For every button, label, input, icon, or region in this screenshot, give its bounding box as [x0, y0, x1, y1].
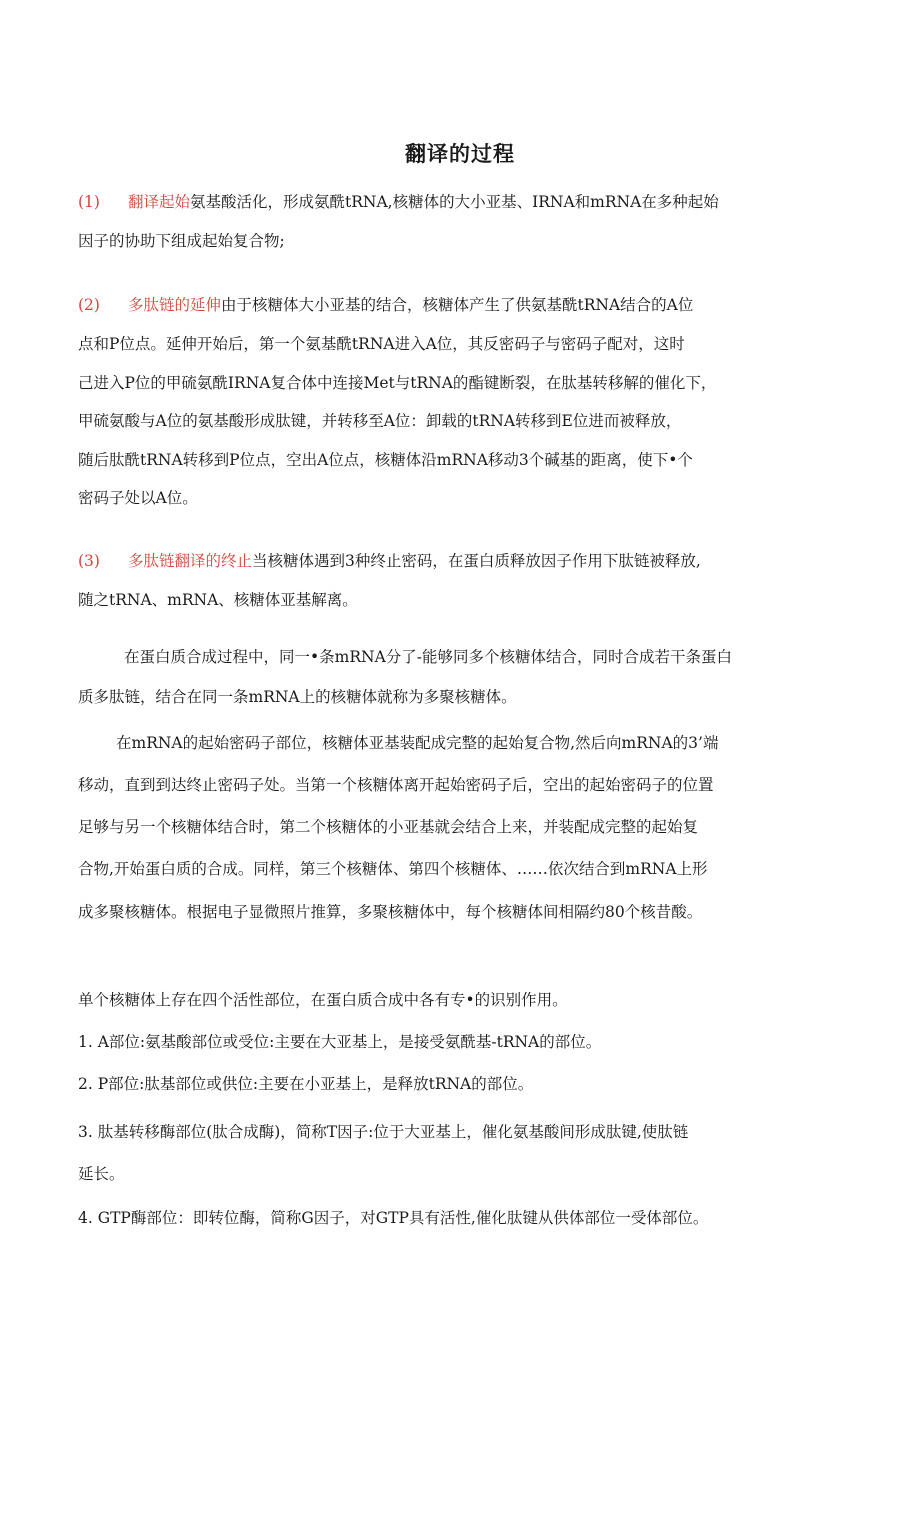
paragraph-2-line-4: 合物,开始蛋白质的合成。同样，第三个核糖体、第四个核糖体、……依次结合到mRNA上形 — [78, 860, 708, 878]
site-item-4: 4. GTP酶部位：即转位酶，简称G因子，对GTP具有活性,催化肽键从供体部位一受体部位。 — [78, 1209, 709, 1227]
step-2-line-3: 己进入P位的甲硫氨酰IRNA复合体中连接Met与tRNA的酯键断裂，在肽基转移解的催化下， — [78, 374, 717, 392]
site-item-3-continued: 延长。 — [78, 1165, 125, 1183]
paragraph-2-line-5: 成多聚核糖体。根据电子显微照片推算，多聚核糖体中，每个核糖体间相隔约80个核昔酸。 — [78, 903, 703, 921]
step-2-line-2: 点和P位点。延伸开始后，第一个氨基酰tRNA进入A位，其反密码子与密码子配对，这时 — [78, 335, 685, 353]
step-1-line-2: 因子的协助下组成起始复合物; — [78, 232, 285, 250]
sites-intro: 单个核糖体上存在四个活性部位，在蛋白质合成中各有专•的识别作用。 — [78, 991, 568, 1009]
paragraph-1-line-1: 在蛋白质合成过程中，同一•条mRNA分了-能够同多个核糖体结合，同时合成若干条蛋白 — [124, 648, 733, 666]
site-item-1: 1. A部位:氨基酸部位或受位:主要在大亚基上，是接受氨酰基-tRNA的部位。 — [78, 1033, 602, 1051]
step-2-line-6: 密码子处以A位。 — [78, 489, 198, 507]
step-3-text: 当核糖体遇到3种终止密码，在蛋白质释放因子作用下肽链被释放, — [252, 552, 701, 570]
step-2-line-1 — [78, 294, 693, 316]
paragraph-1-line-2: 质多肽链，结合在同一条mRNA上的核糖体就称为多聚核糖体。 — [78, 688, 517, 706]
step-3-line-2: 随之tRNA、mRNA、核糖体亚基解离。 — [78, 591, 358, 609]
step-2-line-5: 随后肽酰tRNA转移到P位点，空出A位点，核糖体沿mRNA移动3个碱基的距离，使下•个 — [78, 451, 693, 469]
page-title: 翻译的过程 — [405, 142, 515, 166]
step-3-line-1 — [78, 550, 701, 572]
site-item-2: 2. P部位:肽基部位或供位:主要在小亚基上，是释放tRNA的部位。 — [78, 1075, 534, 1093]
step-2-number: (2) — [78, 296, 100, 314]
step-1-text: 氨基酸活化，形成氨酰tRNA,核糖体的大小亚基、IRNA和mRNA在多种起始 — [190, 193, 719, 211]
step-2-heading: 多肽链的延伸 — [128, 296, 222, 314]
step-1-number: (1) — [78, 193, 100, 211]
paragraph-2-line-3: 足够与另一个核糖体结合时，第二个核糖体的小亚基就会结合上来，并装配成完整的起始复 — [78, 818, 699, 836]
step-3-number: (3) — [78, 552, 100, 570]
step-2-text: 由于核糖体大小亚基的结合，核糖体产生了供氨基酰tRNA结合的A位 — [221, 296, 694, 314]
step-3-heading: 多肽链翻译的终止 — [128, 552, 253, 570]
step-1-heading: 翻译起始 — [128, 193, 191, 211]
paragraph-2-line-1: 在mRNA的起始密码子部位，核糖体亚基装配成完整的起始复合物,然后向mRNA的3’端 — [116, 734, 719, 752]
site-item-3: 3. 肽基转移酶部位(肽合成酶)，简称T因子:位于大亚基上，催化氨基酸间形成肽键,使肽链 — [78, 1123, 689, 1141]
paragraph-2-line-2: 移动，直到到达终止密码子处。当第一个核糖体离开起始密码子后，空出的起始密码子的位置 — [78, 776, 714, 794]
step-1-line-1 — [78, 191, 719, 213]
step-2-line-4: 甲硫氨酸与A位的氨基酸形成肽键，并转移至A位：卸载的tRNA转移到E位进而被释放， — [78, 412, 682, 430]
